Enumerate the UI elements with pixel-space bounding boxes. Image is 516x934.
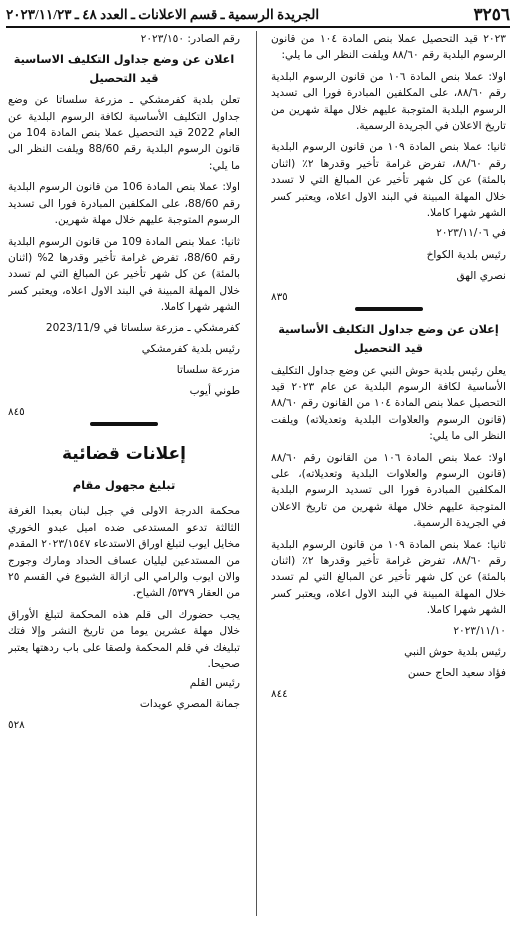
reference-number: رقم الصادر: ٢٠٢٣/١٥٠ — [140, 33, 240, 45]
notice-code: ٥٢٨ — [8, 719, 25, 732]
notice-signature — [271, 646, 506, 679]
continued-item-2: ثانيا: عملا بنص المادة ١٠٩ من قانون الرسوم البلدية رقم ٨٨/٦٠، تفرض غرامة تأخير وقدرها ٢٪ (اثنان بالمئة) عن كل شهر تأخير عن المبالغ التي لا تسدد خلال المهلة المبينة في البند الاول اعلاه، ويعتبر كسر الشهر شهرا كاملا. — [271, 141, 506, 220]
right-column — [271, 31, 506, 928]
notice-signature — [8, 343, 240, 397]
continued-date: في ٢٠٢٣/١١/٠٦ — [436, 227, 506, 240]
signature-name: طوني أيوب — [189, 385, 240, 398]
signature-name: جمانة المصري عويدات — [139, 698, 240, 711]
separator-bar — [271, 307, 506, 311]
section-title: إعلانات قضائية — [61, 444, 186, 465]
court-text: محكمة الدرجة الاولى في جبل لبنان بعبدا الغرفة الثالثة تدعو المستدعى ضده اميل عبدو الخوري مخايل ايوب لتبلغ اوراق الاستدعاء ٢٠٢٣/١٥٤٧ المقدم من المستدعين ليليان عساف الحداد ومارك وجورج والان ايوب والرامي الى ازالة الشيوع في القسم ٢٥ من العقار ٥٣٧٩/ الشياح. — [8, 505, 240, 600]
notice-item-1: اولا: عملا بنص المادة 106 من قانون الرسوم البلدية رقم 88/60، على المكلفين المبادرة فورا الى تسديد الرسوم المتوجبة عليهم خلال مهلة شهرين. — [8, 181, 240, 227]
section-subtitle: تبليغ مجهول مقام — [72, 478, 176, 493]
signature-title: رئيس بلدية الكواخ — [426, 249, 506, 262]
court-text-2: يجب حضورك الى قلم هذه المحكمة لتبلغ الأوراق خلال مهلة عشرين يوما من تاريخ النشر وإلا فتك تبليغك في قلم المحكمة ولصقا على باب ردهتها يعتبر صحيحا. — [8, 608, 240, 671]
signature-title-2: مزرعة سلساتا — [176, 364, 240, 377]
notice-item-1: اولا: عملا بنص المادة ١٠٦ من القانون رقم ٨٨/٦٠ (قانون الرسوم والعلاوات البلدية وتعديلاته)، على المكلفين المبادرة فورا الى تسديد الرسوم البلدية المتوجبة عليهم خلال مهلة شهرين من تاريخ الاعلان في الجريدة الرسمية. — [271, 451, 506, 530]
notice-code: ٨٤٤ — [271, 688, 288, 701]
continued-text: ٢٠٢٣ قيد التحصيل عملا بنص المادة ١٠٤ من قانون الرسوم البلدية رقم ٨٨/٦٠ ويلفت النظر الى ما يلي: — [271, 33, 506, 62]
notice-item-2: ثانيا: عملا بنص المادة 109 من قانون الرسوم البلدية رقم 88/60، تفرض غرامة تأخير وقدرها 2% (اثنان بالمئة) عن كل شهر تأخير عن المبالغ التي لم تسدد خلال المهلة المبينة في البند الاول اعلاه، ويعتبر كسر الشهر شهرا كاملا. — [8, 235, 240, 314]
notice-intro: تعلن بلدية كفرمشكي ـ مزرعة سلساتا عن وضع جداول التكليف الأساسية لكافة الرسوم البلدية عن العام 2022 قيد التحصيل عملا بنص المادة 104 من قانون الرسوم البلدية رقم 88/60 ويلفت النظر الى ما يلي: — [8, 94, 240, 172]
gazette-issue-title: الجريدة الرسمية ـ قسم الاعلانات ـ العدد ٤٨ ـ ٢٠٢٣/١١/٢٣ — [6, 7, 320, 22]
notice-title: اعلان عن وضع جداول التكليف الاساسية قيد التحصيل — [13, 53, 235, 85]
notice-code: ٨٤٥ — [8, 406, 25, 419]
left-column — [8, 31, 240, 928]
notice-code: ٨٣٥ — [271, 291, 288, 304]
continued-signature — [271, 249, 506, 282]
column-divider — [256, 31, 257, 916]
separator-bar — [8, 422, 240, 426]
continued-item-1: اولا: عملا بنص المادة ١٠٦ من قانون الرسوم البلدية رقم ٨٨/٦٠، على المكلفين المبادرة فورا الى تسديد الرسوم البلدية المتوجبة عليهم خلال مهلة شهرين من تاريخ الاعلان في الجريدة الرسمية. — [271, 70, 506, 133]
signature-title: رئيس بلدية حوش النبي — [404, 646, 506, 659]
signature-title: رئيس القلم — [189, 677, 240, 690]
notice-date: كفرمشكي ـ مزرعة سلساتا في 2023/11/9 — [45, 321, 240, 334]
signature-name: فؤاد سعيد الحاج حسن — [407, 667, 506, 680]
notice-item-2: ثانيا: عملا بنص المادة ١٠٩ من قانون الرسوم البلدية رقم ٨٨/٦٠، تفرض غرامة تأخير وقدرها ٢٪ (اثنان بالمئة) عن كل شهر تأخير عن المبالغ التي لم تسدد خلال المهلة المبينة في البند الاول اعلاه، ويعتبر كسر الشهر شهرا كاملا. — [271, 538, 506, 617]
notice-intro: يعلن رئيس بلدية حوش النبي عن وضع جداول التكليف الأساسية لكافة الرسوم البلدية عن عام ٢٠٢٣ قيد التحصيل عملا بنص المادة ١٠٤ من القانون رقم ٨٨/٦٠ (قانون الرسوم والعلاوات البلدية وتعديلاته) ويلفت النظر الى ما يلي: — [271, 364, 506, 443]
signature-title: رئيس بلدية كفرمشكي — [141, 343, 240, 356]
signature-name: نصري الهق — [456, 270, 506, 283]
notice-date: ٢٠٢٣/١١/١٠ — [453, 624, 506, 637]
notice-title: إعلان عن وضع جداول التكليف الأساسية قيد التحصيل — [278, 323, 499, 355]
page-header — [6, 4, 510, 28]
court-signature — [8, 677, 240, 710]
page-number: ٣٢٥٦ — [473, 5, 510, 24]
